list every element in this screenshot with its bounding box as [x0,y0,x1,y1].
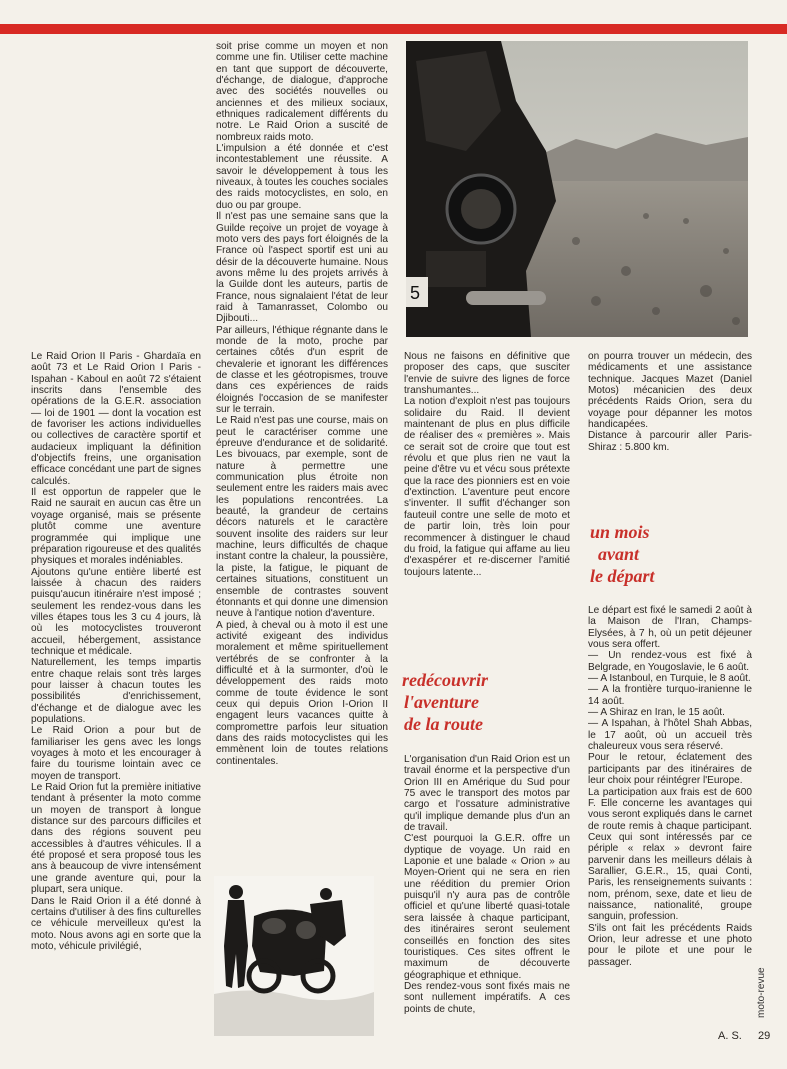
top-color-bar [0,24,787,34]
paragraph: Par ailleurs, l'éthique régnante dans le monde de la moto, proche par certaines côtés d'un esprit de chevalerie et ignorant les différences de classe et les géotropismes, trouve dans ces expériences de raids éloignés l'occasion de se manifester sur le terrain. [216,324,388,415]
paragraph: Naturellement, les temps impartis entre chaque relais sont très larges pour laisser à chacun toutes les possibilités d'enrichissement, d'échange et de dialogue avec les populations. [31,657,201,725]
paragraph: Le Raid Orion II Paris - Ghardaïa en août 73 et Le Raid Orion I Paris - Ispahan - Kaboul en août 72 s'étaient inscrits dans l'ensemble des opérations de la G.E.R. association — loi de 1901 — dont la vocation est de favoriser les actions individuelles ou collectives de caractère sportif et audacieux impliquant la définition d'objectifs freins, une organisation efficace concédant une part de signes calculés. [31,351,201,487]
article-column-3 [404,351,570,578]
author-signature: A. S. [718,1030,742,1042]
heading-line: avant [598,544,640,564]
paragraph: L'impulsion a été donnée et c'est incontestablement une réussite. A savoir le développement à tous les niveaux, à toutes les couches sociales des raids motocyclistes, en solo, en duo ou par groupe. [216,143,388,211]
paragraph: Le départ est fixé le samedi 2 août à la Maison de l'Iran, Champs-Elysées, à 7 h, où un petit déjeuner vous sera offert. [588,605,752,651]
paragraph: La participation aux frais est de 600 F. Elle concerne les avantages qui vous seront expliqués dans le carnet de route remis à chaque participant. Ceux qui sont intéressés par ce périple « relax » devront faire parvenir dans les meilleurs délais à Sarallier, G.E.R., 15, quai Conti, Paris, les renseignements suivants : nom, prénom, sexe, date et lieu de naissance, nationalité, groupe sanguin, profession. [588,786,752,923]
article-column-1 [31,351,201,952]
paragraph: — A Ispahan, à l'hôtel Shah Abbas, le 17 août, où un accueil très chaleureux vous sera réservé. [588,718,752,753]
section-heading-departure [590,521,750,587]
paragraph: Le Raid Orion a pour but de familiariser les gens avec les longs voyages à moto et les encourager à faire du tourisme lointain avec ce moyen de transport. [31,725,201,782]
article-column-3-continued [404,754,570,1015]
paragraph: Le Raid n'est pas une course, mais on peut le caractériser comme une épreuve d'endurance et de solidarité. Les bivouacs, par exemple, sont de nature à permettre une communication plus étroite non seulement entre les raiders mais avec les populations rencontrées. La beauté, la grandeur de certains décors naturels et le caractère souvent insolite des raiders sur leur machine, leurs difficultés de chaque instant contre la chaleur, la poussière, la piste, la fatigue, le piquant de certaines situations, constituent un ensemble de contrastes souvent étonnants et qui donne une dimension neuve à l'antique notion d'aventure. [216,415,388,620]
heading-line: redécouvrir [402,670,488,690]
paragraph: Le Raid Orion fut la première initiative tendant à présenter la moto comme un moyen de transport à longue distance sur des parcours difficiles et dans des régions souvent peu accessibles à d'autres véhicules. Il a été proposé et sera proposé tous les ans à beaucoup de vivre intensément une grande aventure qui, pour la plupart, sera unique. [31,782,201,896]
paragraph: Des rendez-vous sont fixés mais ne sont nullement impératifs. A ces points de chute, [404,980,570,1015]
magazine-label: moto-revue [756,967,767,1018]
paragraph: — A la frontière turquo-iranienne le 14 août. [588,684,752,707]
paragraph: Distance à parcourir aller Paris-Shiraz : 5.800 km. [588,430,752,453]
paragraph: A pied, à cheval ou à moto il est une activité exigeant des individus moralement et même spirituellement vertébrés de se confronter à la difficulté et à la surmonter, d'où le développement des raids moto comme de toute évidence le sont ceux qui depuis Orion I-Orion II engagent leurs vacances quitte à compromettre parfois leur situation dans des raids motocyclistes qui les emmènent loin de toutes relations continentales. [216,619,388,767]
magazine-name [756,958,770,1028]
heading-line: l'aventure [404,692,479,712]
paragraph: Nous ne faisons en définitive que proposer des caps, que susciter l'envie de suivre des lignes de force transhumantes... [404,351,570,397]
svg-text:5: 5 [410,283,421,303]
riders-photo [214,876,374,1036]
paragraph: soit prise comme un moyen et non comme une fin. Utiliser cette machine en tant que support de découverte, d'échange, de dialogue, d'approche avec des sociétés nouvelles ou anciennes et des milieux sociaux, ethniques radicalement différents du notre. Le Raid Orion a suscité de nombreux raids moto. [216,41,388,143]
paragraph: L'organisation d'un Raid Orion est un travail énorme et la perspective d'un Orion III en Amérique du Sud pour 75 avec le transport des motos par cargo et l'ossature administrative qu'il implique demande plus d'un an de travail. [404,754,570,834]
article-column-4-continued [588,605,752,968]
heading-line: un mois [590,522,650,542]
heading-line: le départ [590,566,655,586]
paragraph: Il est opportun de rappeler que le Raid ne saurait en aucun cas être un voyage organisé, mais se présente plutôt comme une aventure programmée qui implique une préparation rigoureuse et des qualités physiques et morales indéniables. [31,487,201,567]
paragraph: S'ils ont fait les précédents Raids Orion, leur adresse et une photo pour le pilote et une pour le passager. [588,922,752,968]
paragraph: Il n'est pas une semaine sans que la Guilde reçoive un projet de voyage à moto vers des pays fort éloignés de la France où l'aspect sportif est uni au désir de la découverte humaine. Nous avons même lu des projets arrivés à la Guilde dont les auteurs, partis de France, nous signalaient l'état de leur raid à Tamanrasset, Colombo ou Djibouti... [216,211,388,325]
section-heading-route [402,669,572,735]
paragraph: — Un rendez-vous est fixé à Belgrade, en Yougoslavie, le 6 août. [588,650,752,673]
motorcycle-desert-photo [406,41,748,337]
paragraph: — A Shiraz en Iran, le 15 août. [588,707,725,719]
heading-line: de la route [404,714,483,734]
article-column-4 [588,351,752,453]
paragraph: Pour le retour, éclatement des participants par des itinéraires de leur choix pour réintégrer l'Europe. [588,752,752,787]
paragraph: Dans le Raid Orion il a été donné à certains d'utiliser à des fins culturelles ce véhicule merveilleux qu'est la moto. Nous avons agi en sorte que la moto, véhicule privilégié, [31,895,201,952]
article-column-2 [216,41,388,767]
paragraph: La notion d'exploit n'est pas toujours solidaire du Raid. Il devient maintenant de plus en plus difficile de réaliser des « premières ». Mais ce serait sot de croire que tout est révolu et que plus rien ne vaut la peine d'être vu et vécu sous prétexte que la race des pionniers est en voie d'extinction. L'aventure peut encore s'inventer. Il suffit d'échanger son fauteuil contre une selle de moto et de partir loin, très loin pour recommencer à distinguer le chaud du froid, la fatigue qui affame au lieu d'exaspérer et re-discerner l'amitié toujours latente... [404,396,570,578]
paragraph: C'est pourquoi la G.E.R. offre un dyptique de voyage. Un raid en Laponie et une balade « Orion » au Moyen-Orient qui ne sera en rien une réédition du premier Orion puisqu'il n'y aura pas de contrôle officiel et qu'une liberté quasi-totale sera laissée à chaque participant, des itinéraires seront seulement conseillés en fonction des sites touristiques. Ces sites offrent le maximum de découverte géographique et ethnique. [404,833,570,981]
paragraph: Ajoutons qu'une entière liberté est laissée à chacun des raiders puisqu'aucun itinéraire n'est imposé ; seulement les rendez-vous dans les villes étapes tous les 3 cu 4 jours, là où les motocyclistes trouveront accueil, hébergement, assistance technique et médicale. [31,566,201,657]
paragraph: on pourra trouver un médecin, des médicaments et une assistance technique. Jacques Mazet (Daniel Motos) mécanicien des deux précédents Raids Orion, sera du voyage pour dépanner les motos handicapées. [588,351,752,431]
paragraph: — A Istanboul, en Turquie, le 8 août. [588,673,751,685]
page-number: 29 [758,1030,771,1042]
